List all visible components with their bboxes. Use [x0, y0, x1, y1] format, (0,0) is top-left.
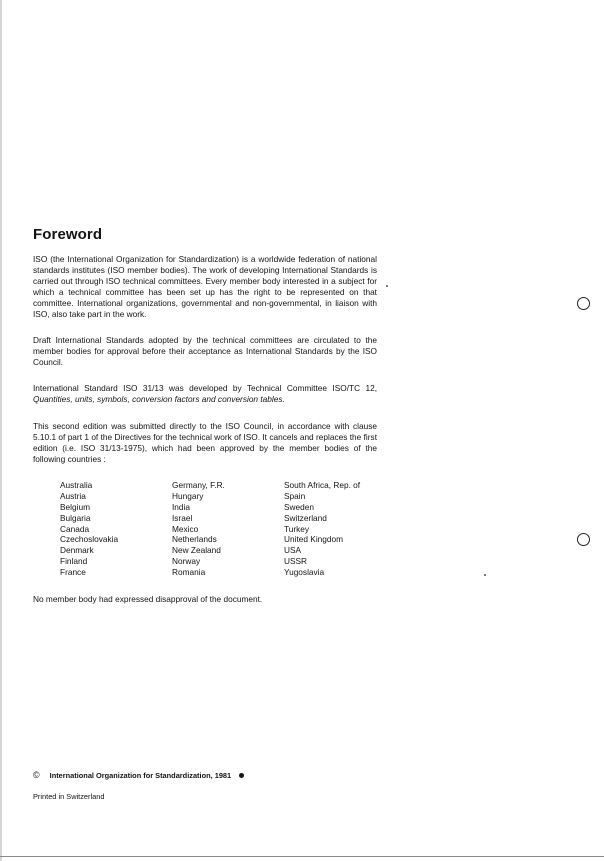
country: Israel	[172, 512, 193, 523]
copyright-text: International Organization for Standardization, 1981	[49, 770, 232, 780]
copyright-icon: ©	[33, 770, 40, 780]
country: Australia	[60, 480, 93, 490]
country: Sweden	[284, 501, 314, 512]
edition-paragraph: This second edition was submitted directly to the ISO Council, in accordance with clause 5.10.1 of part 1 of the Directives for the technical work of ISO. It cancels and replaces the first edition (i.e. ISO 31/13-1975), which had been approved by the member bodies of the following countries :	[33, 421, 377, 464]
country: Netherlands	[172, 534, 217, 545]
page-bottom-edge	[0, 856, 604, 857]
country: Canada	[60, 523, 90, 534]
country: Turkey	[284, 523, 310, 534]
page-left-edge	[0, 0, 2, 861]
country: Denmark	[60, 545, 94, 556]
page-title: Foreword	[33, 226, 103, 243]
country-list	[60, 480, 390, 578]
closing-paragraph: No member body had expressed disapproval of the document.	[33, 594, 263, 604]
country: Yugoslavia	[284, 567, 325, 578]
bullet-dot-icon	[239, 773, 244, 778]
country: United Kingdom	[284, 534, 344, 545]
scan-speck	[484, 574, 486, 576]
standard-statement	[33, 383, 377, 405]
country: Norway	[172, 556, 201, 567]
country: Finland	[60, 556, 88, 567]
country: Spain	[284, 490, 306, 501]
country: South Africa, Rep. of	[284, 480, 361, 490]
punch-hole-icon	[577, 297, 590, 310]
country: USA	[284, 545, 302, 556]
country: Romania	[172, 567, 206, 578]
country: Mexico	[172, 523, 199, 534]
country: Hungary	[172, 490, 204, 501]
country: Belgium	[60, 501, 90, 512]
country: Bulgaria	[60, 512, 91, 523]
scan-speck	[386, 285, 388, 287]
country: Czechoslovakia	[60, 534, 119, 545]
copyright-line	[33, 770, 244, 780]
punch-hole-icon	[577, 533, 590, 546]
country: USSR	[284, 556, 308, 567]
country: Austria	[60, 490, 86, 501]
country: India	[172, 501, 190, 512]
committee-title: Quantities, units, symbols, conversion factors and conversion tables.	[33, 393, 285, 404]
country: New Zealand	[172, 545, 221, 556]
standard-statement-text: International Standard ISO 31/13 was developed by Technical Committee ISO/TC 12,	[33, 383, 377, 393]
country: France	[60, 567, 86, 578]
country: Germany, F.R.	[172, 480, 225, 490]
foreword-paragraph-2: Draft International Standards adopted by the technical committees are circulated to the member bodies for approval before their acceptance as International Standards by the ISO Council.	[33, 335, 377, 367]
printed-location: Printed in Switzerland	[33, 792, 105, 801]
country: Switzerland	[284, 512, 327, 523]
foreword-paragraph-1: ISO (the International Organization for Standardization) is a worldwide federation of national standards institutes (ISO member bodies). The work of developing International Standards is carried out through ISO technical committees. Every member body interested in a subject for which a technical committee has been set up has the right to be represented on that committee. International organizations, governmental and non-governmental, in liaison with ISO, also take part in the work.	[33, 254, 377, 319]
